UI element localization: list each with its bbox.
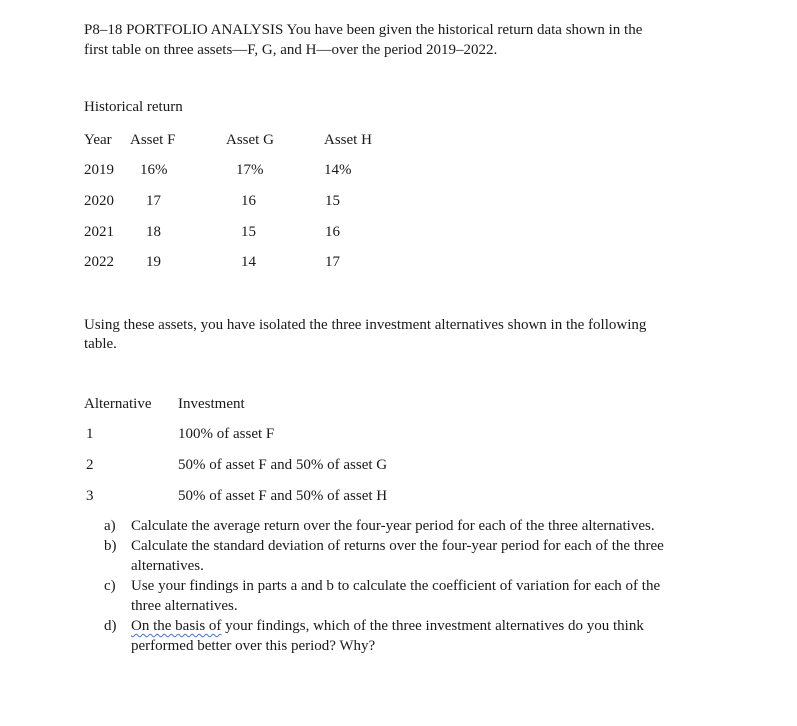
alt-cell-number: 1 <box>86 426 94 442</box>
hist-cell-h: 15 <box>325 193 340 209</box>
hist-cell-year: 2022 <box>84 254 114 270</box>
hist-cell-h: 16 <box>325 224 340 240</box>
question-label: b) <box>104 538 117 554</box>
question-list <box>104 516 744 656</box>
question-text-rest: your findings, which of the three investment alternatives do you think <box>221 618 644 634</box>
question-text: alternatives. <box>131 558 204 574</box>
question-text: Calculate the average return over the four-year period for each of the three alternatives. <box>131 518 655 534</box>
intro-line-1: P8–18 PORTFOLIO ANALYSIS You have been given the historical return data shown in the <box>84 22 643 38</box>
hist-cell-f: 18 <box>146 224 161 240</box>
alt-cell-number: 3 <box>86 488 94 504</box>
question-text <box>131 616 744 636</box>
para-line-1: Using these assets, you have isolated the three investment alternatives shown in the following <box>84 317 647 333</box>
alt-cell-investment: 50% of asset F and 50% of asset G <box>178 457 388 473</box>
hist-cell-h: 14% <box>324 162 352 178</box>
question-label: c) <box>104 578 116 594</box>
hist-cell-f: 19 <box>146 254 161 270</box>
question-item <box>104 616 744 656</box>
historical-table-title: Historical return <box>84 99 183 115</box>
alternatives-intro <box>84 316 724 354</box>
hist-cell-h: 17 <box>325 254 340 270</box>
question-item <box>104 576 744 616</box>
hist-cell-year: 2020 <box>84 193 114 209</box>
hist-header-asset-g: Asset G <box>226 132 274 148</box>
question-text: Use your findings in parts a and b to calculate the coefficient of variation for each of the <box>131 578 661 594</box>
problem-intro <box>84 20 642 60</box>
hist-cell-g: 17% <box>236 162 264 178</box>
alt-cell-investment: 100% of asset F <box>178 426 275 442</box>
question-label: d) <box>104 618 117 634</box>
hist-cell-g: 14 <box>241 254 256 270</box>
alt-cell-number: 2 <box>86 457 94 473</box>
question-text: three alternatives. <box>131 598 238 614</box>
para-line-2: table. <box>84 336 117 352</box>
hist-cell-year: 2021 <box>84 224 114 240</box>
hist-header-year: Year <box>84 132 112 148</box>
question-text: performed better over this period? Why? <box>131 638 376 654</box>
intro-line-2: first table on three assets—F, G, and H—over the period 2019–2022. <box>84 42 498 58</box>
alt-header-alternative: Alternative <box>84 396 152 412</box>
hist-cell-year: 2019 <box>84 162 114 178</box>
hist-cell-f: 17 <box>146 193 161 209</box>
question-item <box>104 536 744 576</box>
question-label: a) <box>104 518 116 534</box>
question-item <box>104 516 744 536</box>
question-text: Calculate the standard deviation of returns over the four-year period for each of the three <box>131 538 664 554</box>
alt-header-investment: Investment <box>178 396 245 412</box>
hist-cell-f: 16% <box>140 162 168 178</box>
hist-header-asset-h: Asset H <box>324 132 372 148</box>
alt-cell-investment: 50% of asset F and 50% of asset H <box>178 488 388 504</box>
hist-header-asset-f: Asset F <box>130 132 176 148</box>
hist-cell-g: 16 <box>241 193 256 209</box>
spellcheck-flagged-phrase: On the basis of <box>131 618 222 634</box>
hist-cell-g: 15 <box>241 224 256 240</box>
